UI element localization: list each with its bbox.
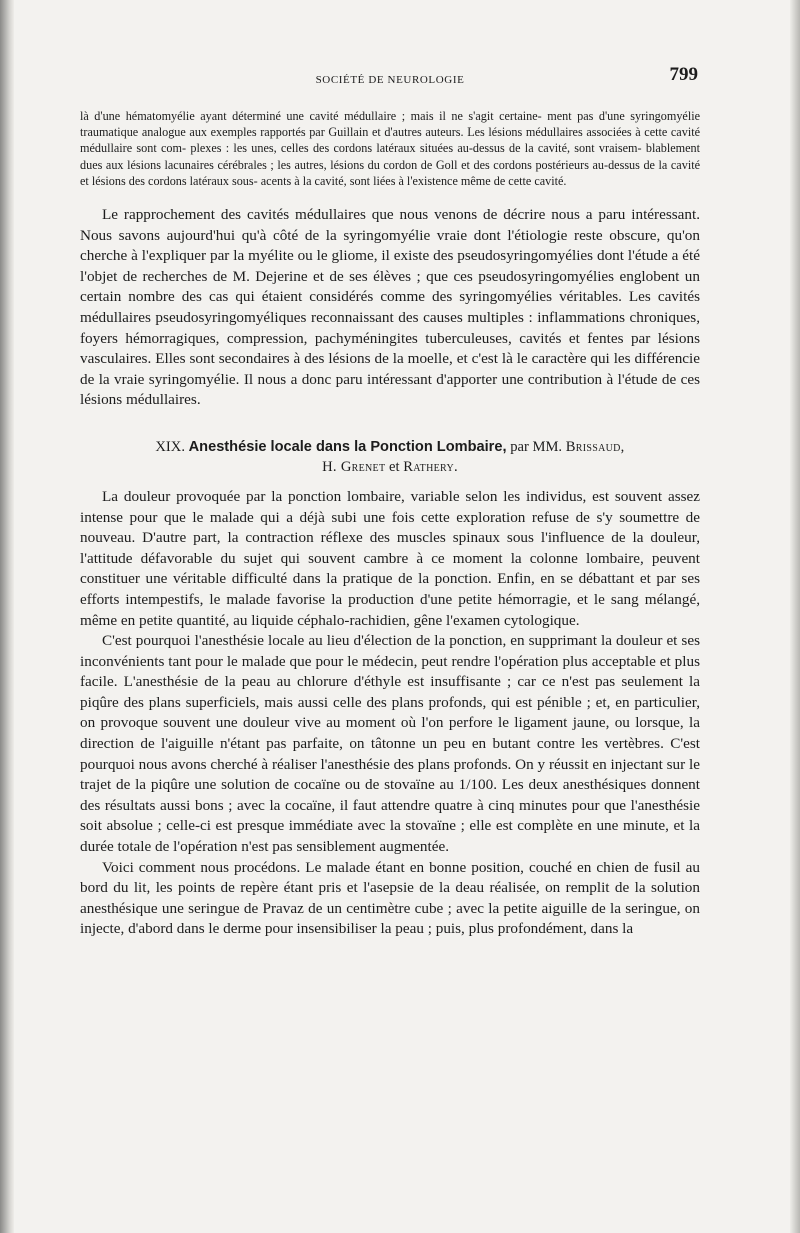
body-paragraph: Voici comment nous procédons. Le malade étant en bonne position, couché en chien de fusil au bord du lit, les points de repère étant pris et l'asepsie de la deau réalisée, on remplit de la solution anesthésique une seringue de Pravaz de un centimètre cube ; avec la petite aiguille de la seringue, on injecte, d'abord dans le derme pour insensibiliser la peau ; puis, plus profondément, dans la bbox=[80, 858, 700, 938]
notes-line: et des cordons postérieurs au-dessus de la cavité et lésions des cordons latéraux sous- bbox=[80, 157, 700, 188]
conclusion-block bbox=[80, 205, 700, 411]
author-name: Brissaud, bbox=[565, 438, 625, 455]
section-heading bbox=[80, 437, 700, 477]
notes-text bbox=[80, 108, 700, 189]
running-header bbox=[80, 64, 700, 88]
section-number: XIX. bbox=[155, 438, 185, 455]
body-paragraph: La douleur provoquée par la ponction lombaire, variable selon les individus, est souvent assez intense pour que le malade qui a déjà subi une fois cette exploration refuse de s'y soumettre de nouveau. D'autre part, la contraction réflexe des muscles spinaux sous l'influence de la douleur, l'attitude défavorable du sujet qui souvent cambre à ce moment la colonne lombaire, peuvent constituer une véritable difficulté dans la pratique de la ponction. Enfin, en se débattant et par ses efforts intempestifs, le malade favorise la production d'une petite hémorragie, et le sang mélangé, même en petite quantité, au liquide céphalo-rachidien, gêne l'examen cytologique. bbox=[80, 487, 700, 629]
running-title: SOCIÉTÉ DE NEUROLOGIE bbox=[315, 74, 465, 86]
notes-line: ment pas d'une syringomyélie traumatique analogue aux exemples rapportés par Guillain bbox=[80, 109, 701, 140]
preceding-notes bbox=[80, 108, 700, 189]
section-title: Anesthésie locale dans la Ponction Lombaire, bbox=[188, 438, 507, 455]
binding-shadow bbox=[0, 0, 14, 1233]
byline-prefix: par MM. bbox=[510, 438, 563, 455]
author-conjunction: et bbox=[389, 458, 400, 475]
page-content bbox=[80, 64, 700, 940]
notes-line: blablement dues aux lésions lacunaires cérébrales ; les autres, lésions du cordon de Goll bbox=[80, 141, 701, 172]
page-number: 799 bbox=[669, 64, 698, 85]
page-edge bbox=[790, 0, 800, 1233]
notes-line: acents à la cavité, sont liées à l'existence même de cette cavité. bbox=[260, 173, 567, 188]
section-body bbox=[80, 487, 700, 940]
body-paragraph: C'est pourquoi l'anesthésie locale au lieu d'élection de la ponction, en supprimant la douleur et ses inconvénients tant pour le malade que pour le médecin, peut rendre l'opération plus acceptable et plus facile. L'anesthésie de la peau au chlorure d'éthyle est insuffisante ; car ce n'est pas seulement la piqûre des plans superficiels, mais aussi celle des plans profonds, qui est pénible ; et, en particulier, on provoque souvent une douleur vive au moment où l'on perfore le ligament jaune, ou lorsque, la direction de l'aiguille n'étant pas parfaite, on tâtonne un peu en butant contre les vertèbres. C'est pourquoi nous avons cherché à réaliser l'anesthésie des plans profonds. On y réussit en injectant sur le trajet de la piqûre une solution de cocaïne ou de stovaïne au 1/100. Les deux anesthésiques donnent des résultats aussi bons ; avec la cocaïne, il faut attendre quatre à cinq minutes pour que l'anesthésie soit absolue ; celle-ci est presque immédiate avec la stovaïne ; elle est complète en une minute, et la durée totale de l'opération n'est pas sensiblement augmentée. bbox=[80, 632, 700, 856]
notes-line: et d'autres auteurs. Les lésions médullaires associées à cette cavité médullaire sont com- bbox=[80, 125, 700, 156]
notes-line: là d'une hématomyélie ayant déterminé une cavité médullaire ; mais il ne s'agit certaine- bbox=[80, 109, 542, 123]
author-name: Rathery. bbox=[403, 458, 458, 475]
author-name: H. Grenet bbox=[322, 458, 386, 475]
conclusion-paragraph: Le rapprochement des cavités médullaires que nous venons de décrire nous a paru intéressant. Nous savons aujourd'hui qu'à côté de la syringomyélie vraie dont l'étiologie reste obscure, qu'on cherche à l'expliquer par la myélite ou le gliome, il existe des pseudosyringomyélies dont l'étude a été l'objet de recherches de M. Dejerine et de ses élèves ; que ces pseudosyringomyélies englobent un certain nombre des cas qui étaient considérés comme des syringomyélies véritables. Les cavités médullaires pseudosyringomyéliques reconnaissant des causes multiples : inflammations chroniques, foyers hémorragiques, compression, pachyméningites tuberculeuses, cavités et fentes par lésions vasculaires. Elles sont secondaires à des lésions de la moelle, et c'est là le caractère qui les différencie de la vraie syringomyélie. Il nous a donc paru intéressant d'apporter une contribution à l'étude de ces lésions médullaires. bbox=[80, 206, 700, 409]
notes-line: plexes : les unes, celles des cordons latéraux situées au-dessus de la cavité, sont vraisem- bbox=[190, 141, 642, 156]
